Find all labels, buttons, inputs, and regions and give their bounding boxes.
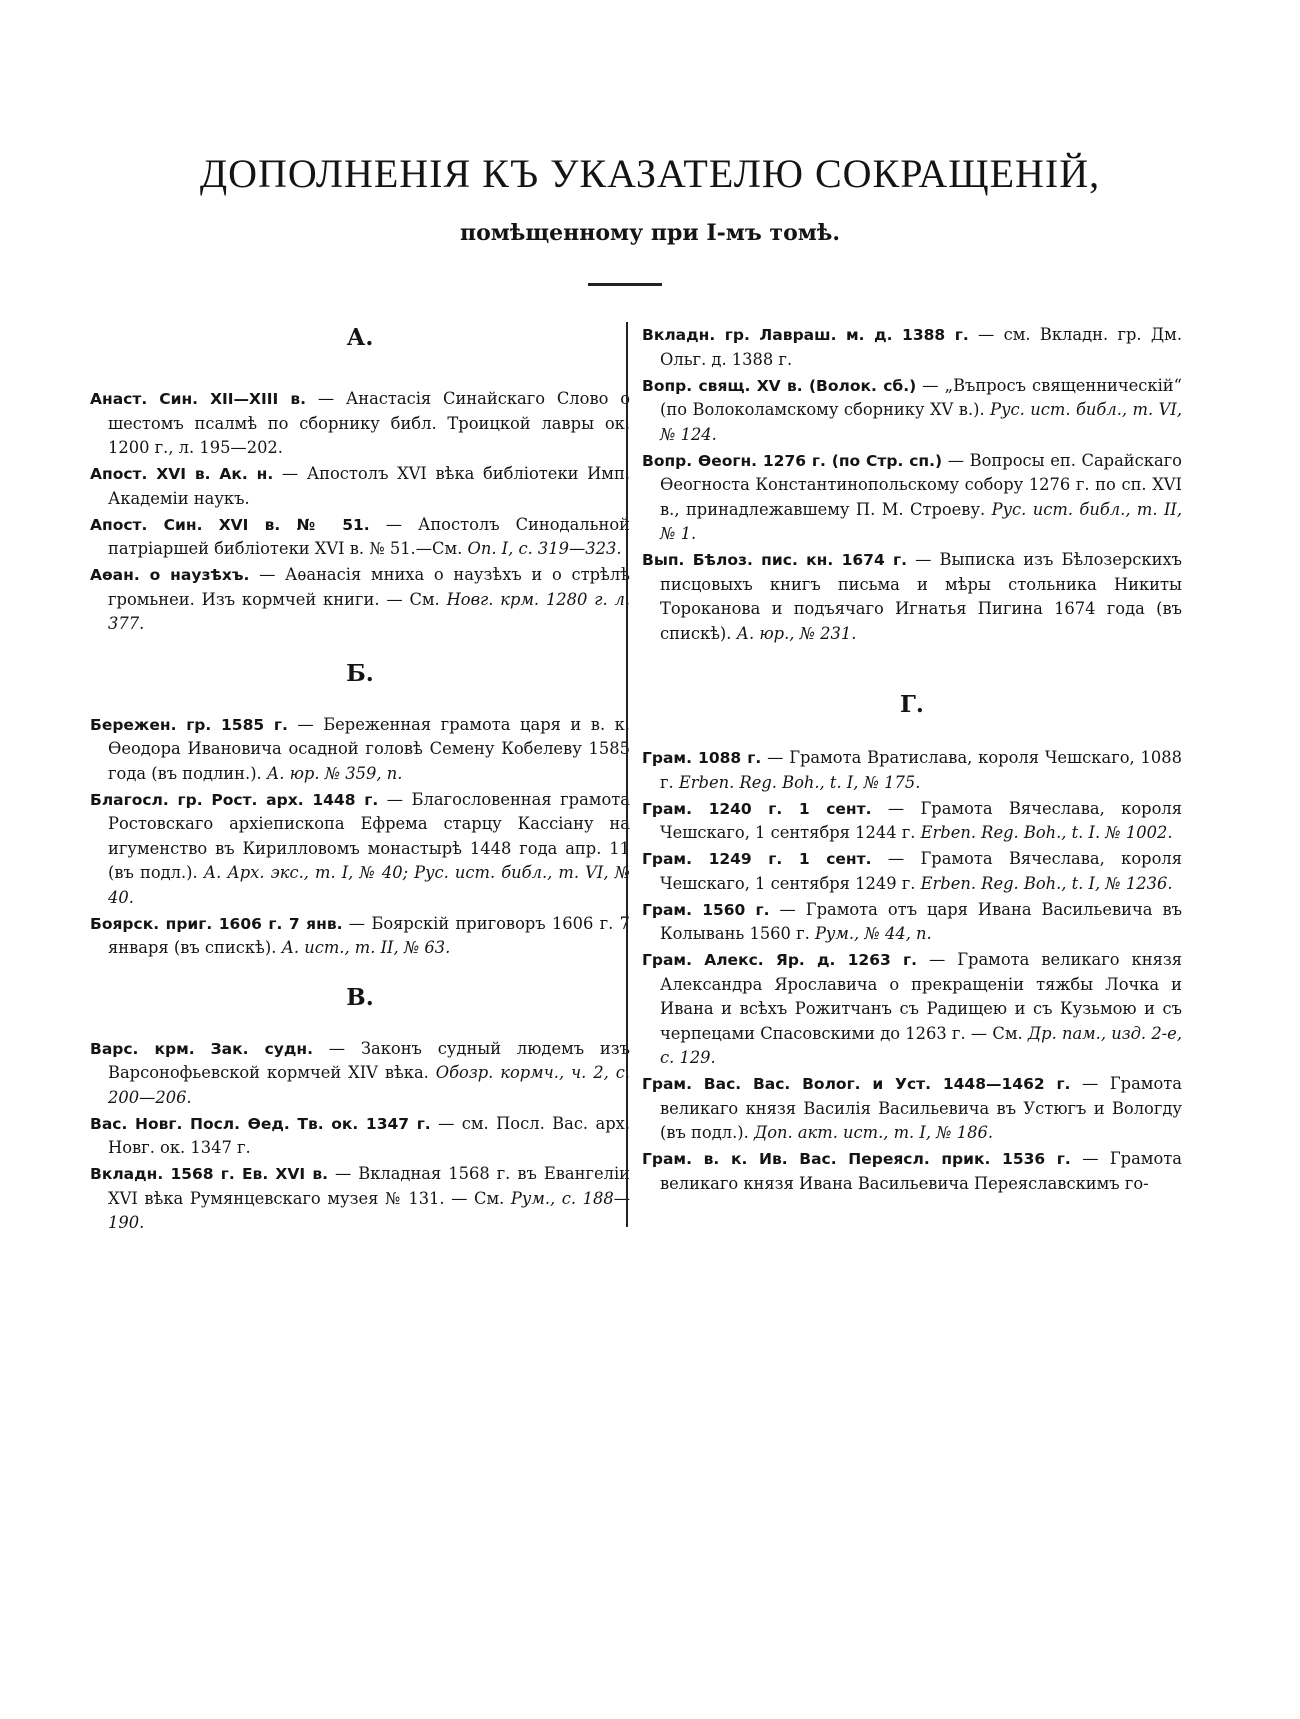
entry-text: — Грамота Вячеслава, короля Чешскаго, 1 сентября 1244 г. <box>660 798 1182 842</box>
index-entry <box>642 449 1182 547</box>
index-entry <box>90 713 630 787</box>
entry-abbreviation: Грам. 1249 г. 1 сент. <box>642 850 872 868</box>
entry-reference: А. ист., т. II, № 63. <box>281 938 451 957</box>
entry-reference: Доп. акт. ист., т. I, № 186. <box>753 1123 994 1142</box>
entry-text: — Грамота отъ царя Ивана Васильевича въ Колывань 1560 г. <box>660 899 1182 943</box>
index-entry <box>90 1037 630 1111</box>
entry-abbreviation: Грам. Вас. Вас. Волог. и Уст. 1448—1462 г. <box>642 1075 1071 1093</box>
right-column <box>642 323 1182 1198</box>
entry-text: — Аѳанасія мниха о наузѣхъ и о стрѣлѣ громьнеи. Изъ кормчей книги. — См. <box>108 565 630 609</box>
entry-text: — Вопросы еп. Сарайскаго Ѳеогноста Константинопольскому собору 1276 г. по сп. XVI в., принадлежавшему П. М. Строеву. <box>660 450 1182 519</box>
entry-reference: Рум., с. 188—190. <box>108 1188 630 1232</box>
index-entry <box>90 912 630 961</box>
entry-abbreviation: Вкладн. гр. Лавраш. м. д. 1388 г. <box>642 326 969 344</box>
page-title: ДОПОЛНЕНІЯ КЪ УКАЗАТЕЛЮ СОКРАЩЕНІЙ, <box>199 151 1101 196</box>
index-entry <box>90 563 630 637</box>
entry-text: — Грамота Вратислава, короля Чешскаго, 1088 г. <box>660 748 1182 792</box>
entry-text: — „Въпросъ священническій“ (по Волоколамскому сборнику XV в.). <box>660 375 1182 419</box>
index-entry <box>642 746 1182 795</box>
entry-abbreviation: Вопр. Ѳеогн. 1276 г. (по Стр. сп.) <box>642 451 943 470</box>
entry-abbreviation: Грам. 1560 г. <box>642 900 770 919</box>
index-entry <box>642 948 1182 1071</box>
left-column <box>90 323 630 1237</box>
index-entry <box>642 1072 1182 1146</box>
section-heading-v: В. <box>346 983 374 1011</box>
index-entry <box>90 513 630 562</box>
index-entry <box>90 1112 630 1161</box>
entry-text: — Благословенная грамота Ростовскаго архіепископа Ефрема старцу Кассіану на игуменство въ Кирилловомъ монастырѣ 1448 года апр. 11 (въ подл.). <box>108 789 630 882</box>
entry-text: — Апостолъ XVI вѣка библіотеки Имп. Академіи наукъ. <box>108 464 630 508</box>
entry-reference: Рус. ист. библ., т. II, № 1. <box>660 499 1182 543</box>
column-divider <box>626 322 628 1227</box>
section-heading-b: Б. <box>346 659 374 687</box>
index-entry <box>642 797 1182 846</box>
entry-abbreviation: Варс. крм. Зак. судн. <box>90 1039 313 1058</box>
entry-text: — Грамота Вячеслава, короля Чешскаго, 1 сентября 1249 г. <box>660 849 1182 893</box>
section-heading-g: Г. <box>900 691 924 718</box>
entry-abbreviation: Грам. 1088 г. <box>642 749 762 767</box>
entry-text: — Грамота великаго князя Ивана Васильевича Переяславскимъ го- <box>660 1149 1182 1193</box>
entry-abbreviation: Аѳан. о наузѣхъ. <box>90 566 250 584</box>
entry-abbreviation: Бережен. гр. 1585 г. <box>90 715 288 734</box>
entry-reference: Оп. I, с. 319—323. <box>467 539 622 558</box>
index-entry <box>90 387 630 461</box>
entry-abbreviation: Вопр. свящ. XV в. (Волок. сб.) <box>642 376 917 395</box>
entry-reference: А. юр., № 231. <box>736 623 857 643</box>
entry-text: — Вкладная 1568 г. въ Евангеліи XVI вѣка Румянцевскаго музея № 131. — См. <box>108 1164 630 1208</box>
entry-text: — Боярскій приговоръ 1606 г. 7 января (въ спискѣ). <box>108 913 630 957</box>
index-entry <box>90 1162 630 1236</box>
entry-text: — Анастасія Синайскаго Слово о шестомъ псалмѣ по сборнику библ. Троицкой лавры ок. 1200 г., л. 195—202. <box>108 389 630 457</box>
entry-text: — Апостолъ Синодальной патріаршей библіотеки XVI в. № 51.—См. <box>108 514 631 558</box>
entry-abbreviation: Вас. Новг. Посл. Ѳед. Тв. ок. 1347 г. <box>90 1114 431 1133</box>
section-heading-a: А. <box>346 324 374 351</box>
entry-text: — Выписка изъ Бѣлозерскихъ писцовыхъ книгъ письма и мѣры стольника Никиты Тороканова и подъячаго Игнатья Пигина 1674 года (въ спискѣ). <box>660 550 1182 643</box>
entry-reference: Обозр. кормч., ч. 2, с. 200—206. <box>108 1063 630 1107</box>
entry-reference: Рус. ист. библ., т. VI, № 124. <box>660 400 1182 444</box>
entry-text: — Законъ судный людемъ изъ Варсонофьевской кормчей XIV вѣка. <box>108 1038 630 1082</box>
index-entry <box>90 462 630 511</box>
entry-abbreviation: Анаст. Син. XII—XIII в. <box>90 390 307 408</box>
entry-reference: Erben. Reg. Boh., t. I, № 1236. <box>920 873 1173 893</box>
index-entry <box>90 788 630 911</box>
entry-text: — Береженная грамота царя и в. к. Ѳеодора Ивановича осадной головѣ Семену Кобелеву 1585 года (въ подлин.). <box>108 714 630 783</box>
entry-text: — см. Вкладн. гр. Дм. Ольг. д. 1388 г. <box>660 325 1182 369</box>
index-entry <box>642 847 1182 896</box>
entry-abbreviation: Грам. Алекс. Яр. д. 1263 г. <box>642 951 917 969</box>
entry-abbreviation: Грам. в. к. Ив. Вас. Переясл. прик. 1536 г. <box>642 1150 1071 1168</box>
index-entry <box>642 898 1182 947</box>
entry-abbreviation: Вып. Бѣлоз. пис. кн. 1674 г. <box>642 551 908 569</box>
entry-abbreviation: Боярск. приг. 1606 г. 7 янв. <box>90 914 343 933</box>
index-entry <box>642 548 1182 646</box>
index-entry <box>642 323 1182 372</box>
entry-reference: Рум., № 44, п. <box>814 924 932 943</box>
entry-text: — см. Посл. Вас. арх. Новг. ок. 1347 г. <box>108 1113 630 1157</box>
entry-abbreviation: Вкладн. 1568 г. Ев. XVI в. <box>90 1165 329 1183</box>
entry-reference: Новг. крм. 1280 г. л. 377. <box>108 589 630 633</box>
title-rule <box>588 283 662 286</box>
entry-reference: А. юр. № 359, п. <box>266 763 403 783</box>
entry-abbreviation: Апост. XVI в. Ак. н. <box>90 465 274 483</box>
entry-abbreviation: Благосл. гр. Рост. арх. 1448 г. <box>90 790 379 809</box>
entry-reference: Др. пам., изд. 2-е, с. 129. <box>660 1023 1182 1067</box>
entry-abbreviation: Апост. Син. XVI в. № 51. <box>90 515 370 534</box>
page-subtitle: помѣщенному при I-мъ томѣ. <box>460 220 840 246</box>
entry-text: — Грамота великаго князя Александра Ярославича о прекращеніи тяжбы Лочка и Ивана и всѣхъ Рожитчанъ съ Радищею и съ Кузьмою и съ черпецами Спасовскими до 1263 г. — См. <box>660 950 1182 1043</box>
entry-text: — Грамота великаго князя Василія Васильевича въ Устюгъ и Вологду (въ подл.). <box>660 1074 1182 1142</box>
entry-reference: Erben. Reg. Boh., t. I, № 175. <box>678 772 921 792</box>
entry-abbreviation: Грам. 1240 г. 1 сент. <box>642 799 872 818</box>
index-entry <box>642 1147 1182 1196</box>
entry-reference: А. Арх. экс., т. I, № 40; Рус. ист. библ., т. VI, № 40. <box>108 863 631 907</box>
entry-reference: Erben. Reg. Boh., t. I. № 1002. <box>920 823 1173 842</box>
index-entry <box>642 374 1182 448</box>
